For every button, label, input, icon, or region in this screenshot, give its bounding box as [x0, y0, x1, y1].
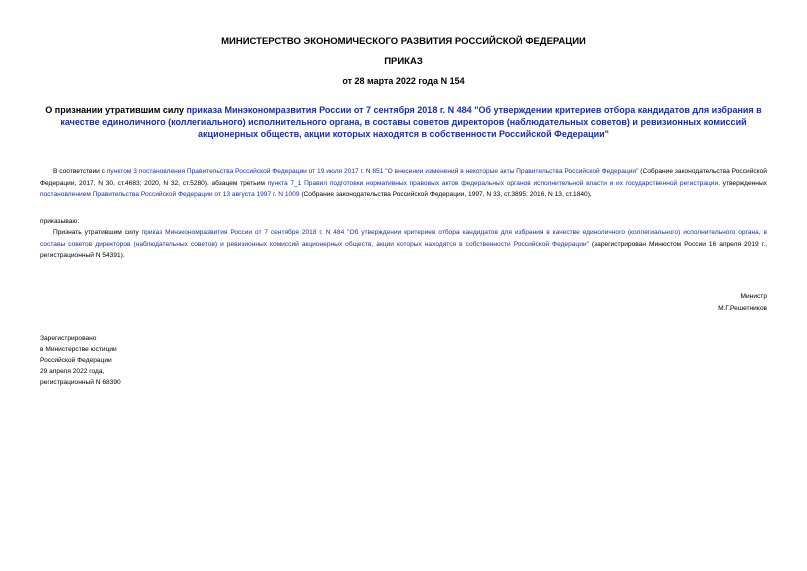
registration-date: 29 апреля 2022 года,	[40, 368, 105, 375]
orders-word: приказываю:	[40, 218, 80, 225]
preamble-text-b: (Собрание законодательства Российской Федерации, 2017, N 30, ст.4683; 2020, N 32, ст.5280), абзацем третьим	[40, 168, 767, 187]
document-type: ПРИКАЗ	[384, 56, 423, 67]
preamble-text-d: (Собрание законодательства Российской Федерации, 1997, N 33, ст.3895; 2016, N 13, ст.1840),	[299, 191, 592, 198]
title-text: О признании утратившим силу	[45, 105, 187, 115]
link-decree-851[interactable]: пунктом 3 постановления Правительства Российской Федерации от 19 июля 2017 г. N 851 "О внесении изменений в некоторые акты Правительства Российской Федерации"	[106, 168, 639, 175]
link-order-484[interactable]: приказ Минэкономразвития России от 7 сентября 2018 г. N 484 "Об утверждении критериев отбора кандидатов для избрания в качестве единоличного (коллегиального) исполнительного органа, в составы советов директоров (наблюдательных советов) и ревизионных комиссий акционерных обществ, акции которых находятся в собственности Российской Федерации"	[40, 229, 767, 248]
document-date-number: от 28 марта 2022 года N 154	[342, 76, 465, 86]
operative-paragraph	[40, 227, 767, 262]
document-title	[40, 104, 767, 140]
ministry-heading: МИНИСТЕРСТВО ЭКОНОМИЧЕСКОГО РАЗВИТИЯ РОССИЙСКОЙ ФЕДЕРАЦИИ	[221, 36, 586, 47]
registration-number: регистрационный N 68390	[40, 379, 121, 386]
signatory-position: Министр	[740, 293, 767, 300]
link-decree-1009[interactable]: постановлением Правительства Российской Федерации от 13 августа 1997 г. N 1009	[40, 191, 300, 198]
operative-text-b: (зарегистрирован Минюстом России 16 апреля 2019 г., регистрационный N 54391).	[40, 240, 767, 259]
preamble-text-c: , утвержденных	[718, 179, 767, 187]
link-rules-7-1[interactable]: пункта 7_1 Правил подготовки нормативных правовых актов федеральных органов исполнительной власти и их государственной регистрации	[267, 179, 719, 187]
operative-text-a: Признать утратившим силу	[53, 229, 142, 236]
registration-line: Российской Федерации	[40, 357, 112, 364]
registration-line: в Министерстве юстиции	[40, 346, 117, 353]
registration-block	[40, 333, 121, 388]
registration-line: Зарегистрировано	[40, 335, 97, 342]
preamble-paragraph	[40, 166, 767, 201]
signatory-name: М.Г.Решетников	[718, 304, 767, 312]
title-link-order-484[interactable]: приказа Минэкономразвития России от 7 сентября 2018 г. N 484 "Об утверждении критериев отбора кандидатов для избрания в качестве единоличного (коллегиального) исполнительного органа, в составы советов директоров (наблюдательных советов) и ревизионных комиссий акционерных обществ, акции которых находятся в собственности Российской Федерации"	[60, 105, 762, 139]
preamble-text-a: В соответствии с	[53, 168, 107, 175]
signature-block	[718, 291, 767, 314]
